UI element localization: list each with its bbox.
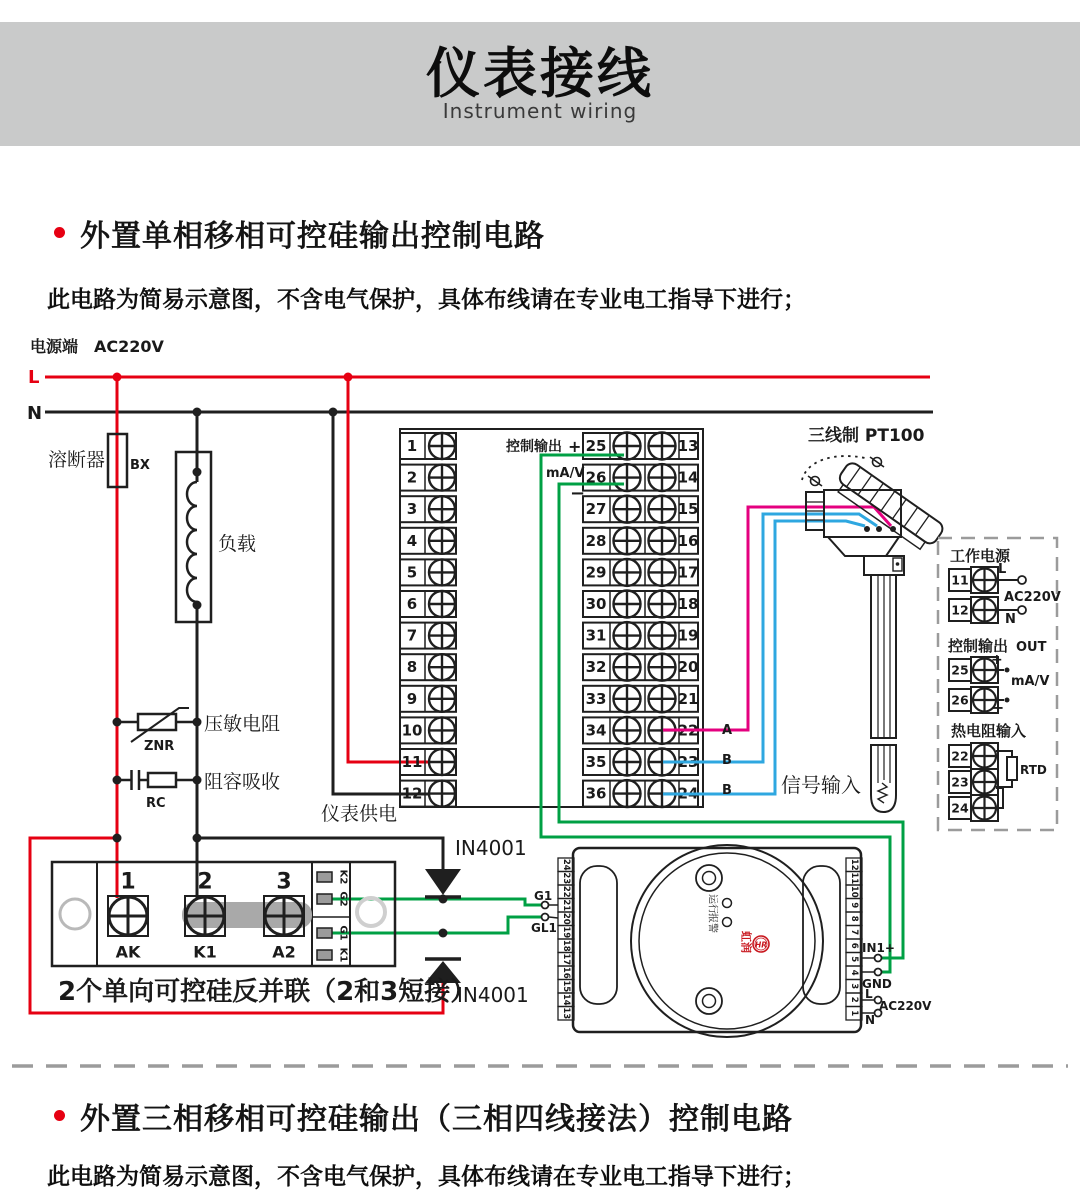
svg-text:18: 18	[561, 939, 571, 952]
io-panel-terminals	[949, 567, 998, 821]
svg-text:3: 3	[276, 869, 292, 895]
gate1-label: G1	[534, 889, 553, 903]
svg-text:29: 29	[585, 563, 607, 582]
svg-text:5: 5	[849, 956, 859, 963]
io-out-suffix: OUT	[1016, 640, 1047, 655]
junction-dot	[113, 834, 122, 843]
sensor-type-label: 三线制 PT100	[808, 426, 925, 446]
brand-logo-text: HR	[754, 940, 768, 950]
svg-text:1: 1	[120, 869, 136, 895]
svg-text:23: 23	[677, 753, 699, 771]
svg-text:26: 26	[585, 468, 607, 487]
gate-terminals	[542, 902, 559, 921]
svg-text:16: 16	[561, 966, 571, 979]
svg-text:K1: K1	[337, 947, 349, 963]
svg-text:30: 30	[585, 595, 607, 613]
svg-text:17: 17	[561, 953, 571, 966]
svg-text:8: 8	[849, 915, 859, 922]
ctrl-out-label: 控制输出	[506, 439, 562, 455]
io-plus: +	[991, 652, 1003, 668]
svg-text:4: 4	[849, 969, 859, 976]
section2-bullet	[54, 1110, 65, 1121]
snubber-code: RC	[146, 796, 166, 811]
io-out-title: 控制输出	[948, 637, 1009, 655]
svg-text:14: 14	[677, 468, 699, 487]
svg-text:24: 24	[951, 800, 969, 816]
io-unit: mA/V	[1011, 674, 1050, 689]
section2-note: 此电路为简易示意图，不含电气保护，具体布线请在专业电工指导下进行；	[47, 1164, 806, 1190]
meter-supply-label: 仪表供电	[321, 803, 398, 825]
io-minus: −	[991, 698, 1005, 717]
section1-bullet	[54, 227, 65, 238]
diode-bottom-label: IN4001	[457, 983, 529, 1007]
ctrl-out-plus: +	[568, 437, 582, 456]
svg-text:7: 7	[406, 626, 418, 645]
svg-text:K2: K2	[337, 869, 349, 885]
svg-text:14: 14	[561, 993, 571, 1006]
trigger-gnd-label: GND	[862, 977, 892, 991]
load-symbol	[176, 452, 211, 622]
io-live: L	[998, 562, 1007, 577]
svg-text:12: 12	[401, 784, 423, 803]
svg-text:24: 24	[561, 858, 571, 871]
svg-text:21: 21	[561, 899, 571, 912]
io-neutral: N	[1005, 612, 1016, 627]
wire-a-label: A	[722, 723, 733, 738]
svg-text:12: 12	[951, 602, 969, 618]
svg-text:24: 24	[677, 784, 699, 803]
ctrl-out-minus: −	[570, 483, 586, 504]
diode-top-label: IN4001	[455, 836, 527, 860]
signal-input-label: 信号输入	[781, 773, 861, 797]
svg-text:15: 15	[561, 980, 571, 993]
svg-text:17: 17	[677, 563, 699, 582]
svg-text:22: 22	[951, 748, 969, 764]
svg-text:11: 11	[401, 753, 423, 771]
svg-text:9: 9	[406, 689, 418, 708]
svg-text:6: 6	[406, 595, 418, 613]
diode-top	[425, 869, 461, 897]
svg-text:1: 1	[849, 1010, 859, 1017]
svg-text:G1: G1	[337, 925, 349, 941]
io-rtd-label: RTD	[1020, 763, 1047, 777]
trigger-neutral-label: N	[865, 1013, 876, 1027]
svg-text:A2: A2	[272, 942, 296, 962]
svg-text:18: 18	[677, 595, 699, 613]
svg-text:23: 23	[561, 872, 571, 885]
svg-text:2: 2	[197, 869, 213, 895]
section1-heading: 外置单相移相可控硅输出控制电路	[80, 219, 545, 254]
trigger-ac-label: AC220V	[879, 999, 932, 1013]
gate2-label: GL1	[531, 921, 557, 935]
svg-text:3: 3	[406, 500, 418, 519]
snubber-symbol	[113, 770, 202, 790]
wire-b1-label: B	[722, 753, 732, 768]
junction-dot	[439, 929, 448, 938]
svg-text:13: 13	[677, 437, 699, 455]
svg-text:2: 2	[849, 996, 859, 1003]
ctrl-out-unit: mA/V	[546, 466, 585, 481]
svg-text:6: 6	[849, 942, 859, 949]
fuse-label: 溶断器	[48, 449, 106, 471]
io-rtd-title: 热电阻输入	[951, 722, 1027, 740]
svg-text:25: 25	[951, 662, 969, 678]
section2-heading: 外置三相移相可控硅输出（三相四线接法）控制电路	[80, 1102, 793, 1137]
svg-text:9: 9	[849, 902, 859, 909]
fuse-code: BX	[130, 458, 150, 473]
svg-text:22: 22	[677, 721, 699, 740]
svg-text:22: 22	[561, 885, 571, 898]
varistor-code: ZNR	[144, 739, 175, 754]
trigger-terminal-strips	[558, 858, 862, 1020]
svg-text:32: 32	[585, 658, 607, 677]
scr-module-terminals	[108, 870, 304, 962]
svg-text:15: 15	[677, 500, 699, 519]
svg-text:7: 7	[849, 929, 859, 936]
svg-text:G2: G2	[337, 891, 349, 907]
io-power-title: 工作电源	[950, 547, 1011, 565]
svg-text:16: 16	[677, 531, 699, 550]
io-ac: AC220V	[1004, 590, 1061, 605]
live-label: L	[28, 367, 40, 388]
svg-text:K1: K1	[193, 942, 217, 962]
neutral-label: N	[27, 403, 43, 424]
svg-text:1: 1	[406, 437, 418, 455]
trigger-in1-label: IN1+	[862, 941, 895, 955]
svg-text:34: 34	[585, 721, 607, 740]
trigger-live-label: L	[865, 987, 873, 1001]
svg-text:AK: AK	[115, 942, 141, 962]
terminal-block-rows	[400, 433, 698, 808]
scr-module-gate-strip	[317, 870, 349, 963]
svg-text:10: 10	[849, 885, 859, 898]
brand-name: 虹润	[739, 931, 753, 953]
page-header	[0, 22, 1080, 146]
page-title: 仪表接线	[426, 42, 654, 105]
svg-text:28: 28	[585, 531, 607, 550]
svg-text:11: 11	[951, 572, 969, 588]
svg-text:33: 33	[585, 689, 607, 708]
svg-text:19: 19	[677, 626, 699, 645]
wire-b2-label: B	[722, 783, 732, 798]
svg-text:31: 31	[585, 626, 607, 645]
svg-text:11: 11	[849, 872, 859, 885]
svg-text:3: 3	[849, 983, 859, 990]
svg-text:8: 8	[406, 658, 418, 677]
svg-text:19: 19	[561, 926, 571, 939]
svg-text:13: 13	[561, 1007, 571, 1020]
pt100-sensor	[802, 456, 946, 812]
junction-dot	[193, 834, 202, 843]
svg-text:20: 20	[677, 658, 699, 677]
varistor-label: 压敏电阻	[204, 713, 281, 735]
svg-text:36: 36	[585, 784, 607, 803]
power-side-label: 电源端	[30, 337, 79, 356]
page-subtitle: Instrument wiring	[442, 99, 638, 123]
scr-caption: 2个单向可控硅反并联（2和3短接）	[58, 977, 477, 1007]
power-voltage: AC220V	[94, 337, 164, 356]
mains-lines	[45, 373, 933, 417]
svg-text:5: 5	[406, 563, 418, 582]
alarm-led-label: 报警	[706, 913, 718, 933]
svg-text:21: 21	[677, 689, 699, 708]
snubber-label: 阻容吸收	[204, 771, 281, 793]
svg-text:4: 4	[406, 531, 418, 550]
load-label: 负载	[218, 533, 257, 555]
svg-text:35: 35	[585, 753, 607, 771]
run-led-label: 运行	[706, 894, 718, 914]
run-led	[723, 899, 732, 908]
svg-text:10: 10	[401, 721, 423, 740]
svg-text:2: 2	[406, 468, 418, 487]
trigger-device	[573, 845, 861, 1037]
svg-text:25: 25	[585, 437, 607, 455]
svg-text:12: 12	[849, 858, 859, 871]
section1-note: 此电路为简易示意图，不含电气保护，具体布线请在专业电工指导下进行；	[47, 287, 806, 313]
alarm-led	[723, 918, 732, 927]
svg-text:23: 23	[951, 774, 969, 790]
varistor-symbol	[113, 708, 202, 742]
svg-text:27: 27	[585, 500, 607, 519]
svg-text:20: 20	[561, 912, 571, 925]
svg-text:26: 26	[951, 692, 969, 708]
